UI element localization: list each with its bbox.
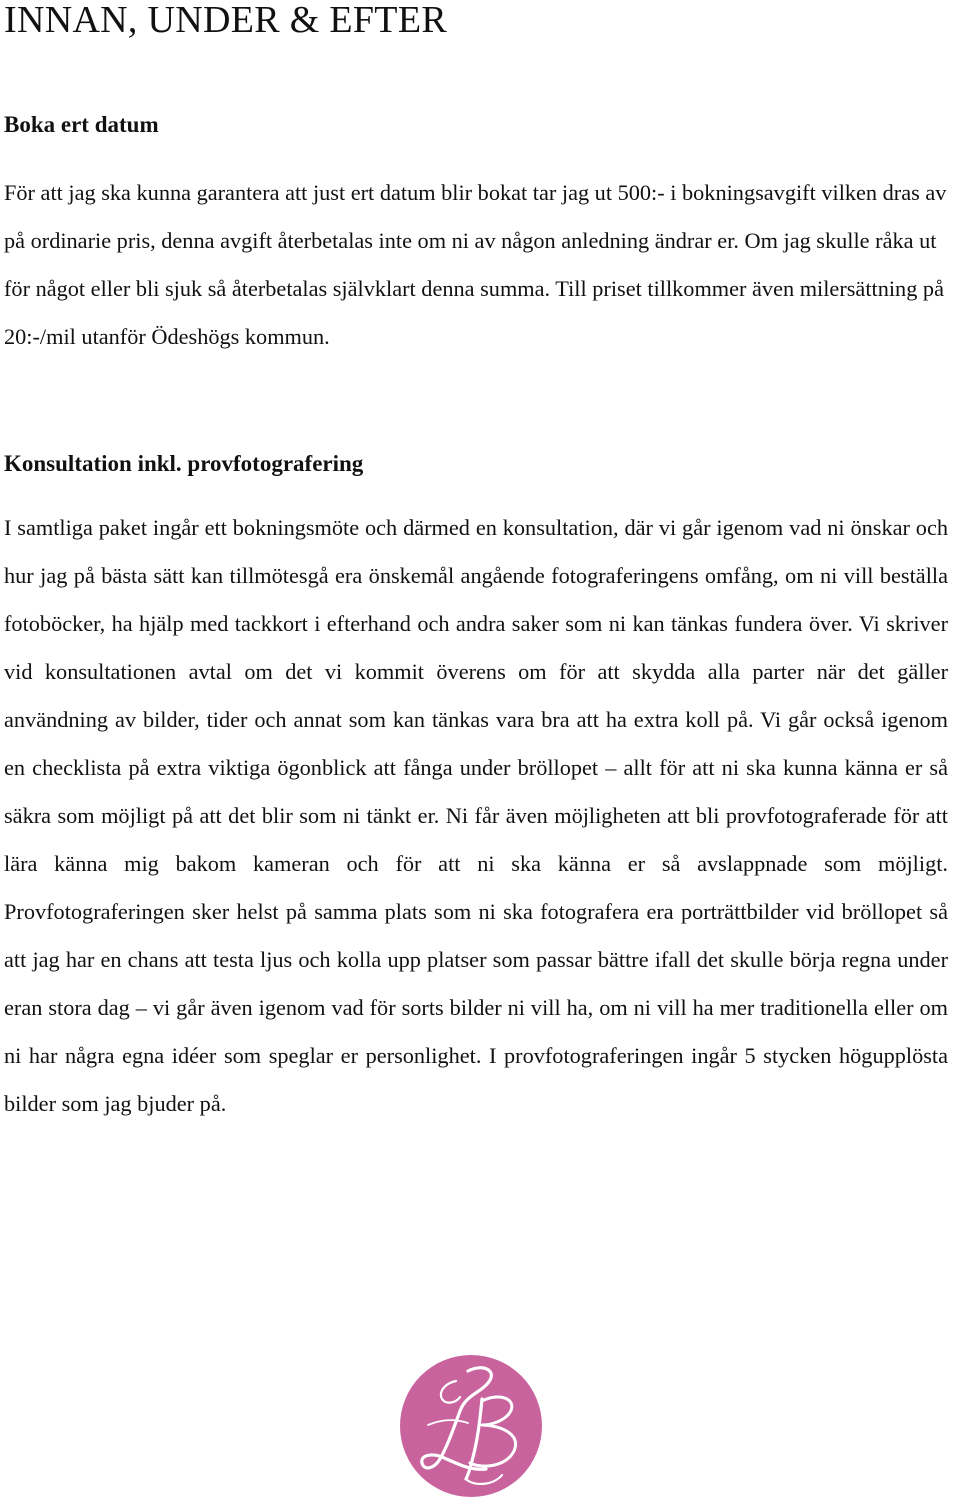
lb-monogram-logo-graphic: [398, 1353, 544, 1499]
lb-monogram-logo: [398, 1353, 544, 1499]
section-heading-konsultation: Konsultation inkl. provfotografering: [4, 451, 364, 476]
section-paragraph-boka-ert-datum: För att jag ska kunna garantera att just ert datum blir bokat tar jag ut 500:- i bokningsavgift vilken dras av på ordinarie pris, denna avgift återbetalas inte om ni av någon anledning ändrar er. Om jag skulle råka ut för något eller bli sjuk så återbetalas självklart denna summa. Till priset tillkommer även milersättning på 20:-/mil utanför Ödeshögs kommun.: [4, 180, 947, 349]
document-title: INNAN, UNDER & EFTER: [4, 0, 447, 41]
section-heading-boka-ert-datum: Boka ert datum: [4, 112, 159, 137]
section-paragraph-konsultation: I samtliga paket ingår ett bokningsmöte och därmed en konsultation, där vi går igenom vad ni önskar och hur jag på bästa sätt kan tillmötesgå era önskemål angående fotograferingens omfång, om ni vill beställa fotoböcker, ha hjälp med tackkort i efterhand och andra saker som ni kan tänkas fundera över. Vi skriver vid konsultationen avtal om det vi kommit överens om för att skydda alla parter när det gäller användning av bilder, tider och annat som kan tänkas vara bra att ha extra koll på. Vi går också igenom en checklista på extra viktiga ögonblick att fånga under bröllopet – allt för att ni ska kunna känna er så säkra som möjligt på att det blir som ni tänkt er. Ni får även möjligheten att bli provfotograferade för att lära känna mig bakom kameran och för att ni ska känna er så avslappnade som möjligt. Provfotograferingen sker helst på samma plats som ni ska fotografera era porträttbilder vid bröllopet så att jag har en chans att testa ljus och kolla upp platser som passar bättre ifall det skulle börja regna under eran stora dag – vi går även igenom vad för sorts bilder ni vill ha, om ni vill ha mer traditionella eller om ni har några egna idéer som speglar er personlighet. I provfotograferingen ingår 5 stycken högupplösta bilder som jag bjuder på.: [4, 515, 948, 1116]
